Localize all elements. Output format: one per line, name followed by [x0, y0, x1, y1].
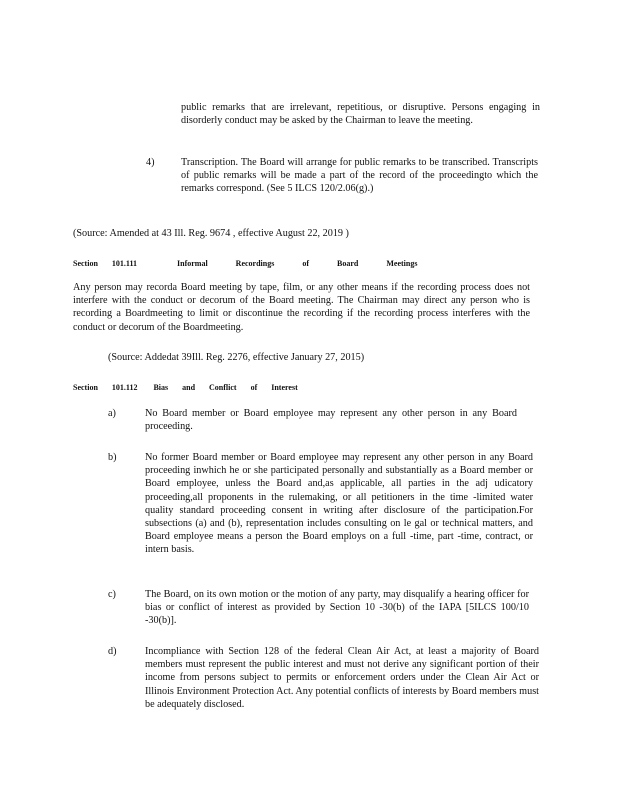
- item-c-text: The Board, on its own motion or the motion of any party, may disqualify a hearing officer for bias or conflict of interest as provided by Section 10 -30(b) of the IAPA [5ILCS 100/10 -30(b)].: [145, 589, 529, 627]
- item-d-label: d): [108, 646, 117, 657]
- item-b-text: No former Board member or Board employee may represent any other person in any Board proceeding inwhich he or she participated personally and substantially as a Board member or Board employee, unless the Board and,as applicable, all parties in the adj udicatory proceeding,all proponents in the rulemaking, or all petitioners in the time -limited water quality standard proceeding consent in writing after disclosure of the participation.For subsections (a) and (b), representation includes consulting on le gal or technical matters, and Board employee means a person the Board employs on a full -time, part -time, contract, or intern basis.: [145, 452, 533, 556]
- section-101-111-body: Any person may recorda Board meeting by tape, film, or any other means if the recording process does not interfere with the conduct or decorum of the Board meeting. The Chairman may direct any person who is recording a Boardmeeting to limit or discontinue the recording if the recording process interferes with the conduct or decorum of the Boardmeeting.: [73, 282, 530, 333]
- item-4-text: Transcription. The Board will arrange for public remarks to be transcribed. Transcripts of public remarks will be made a part of the record of the proceedingto which the remarks correspond. (See 5 ILCS 120/2.06(g).): [181, 157, 538, 195]
- item-d-text: Incompliance with Section 128 of the federal Clean Air Act, at least a majority of Board members must represent the public interest and must not derive any significant portion of their income from persons subject to permits or enforcement orders under the Clean Air Act or Illinois Environment Protection Act. Any potential conflicts of interests by Board members must be adequately disclosed.: [145, 646, 539, 710]
- item-a-label: a): [108, 408, 116, 419]
- item-a-text: No Board member or Board employee may represent any other person in any Board proceeding.: [145, 408, 517, 433]
- item-4-label: 4): [146, 157, 155, 168]
- continuation-paragraph: public remarks that are irrelevant, repetitious, or disruptive. Persons engaging in disorderly conduct may be asked by the Chairman to leave the meeting.: [181, 102, 540, 127]
- section-101-112-number: Section 101.112: [73, 383, 138, 392]
- item-c-label: c): [108, 589, 116, 600]
- source-note-amended: (Source: Amended at 43 Ill. Reg. 9674 , effective August 22, 2019 ): [73, 228, 349, 239]
- section-101-111-heading: [73, 257, 417, 270]
- section-101-111-number: Section 101.111: [73, 259, 138, 268]
- section-101-111-source: (Source: Addedat 39Ill. Reg. 2276, effective January 27, 2015): [108, 352, 365, 363]
- item-b-label: b): [108, 452, 117, 463]
- section-101-112-heading: [73, 381, 298, 394]
- section-101-111-title: Informal Recordings of Board Meetings: [177, 259, 418, 268]
- section-101-112-title: Bias and Conflict of Interest: [153, 383, 298, 392]
